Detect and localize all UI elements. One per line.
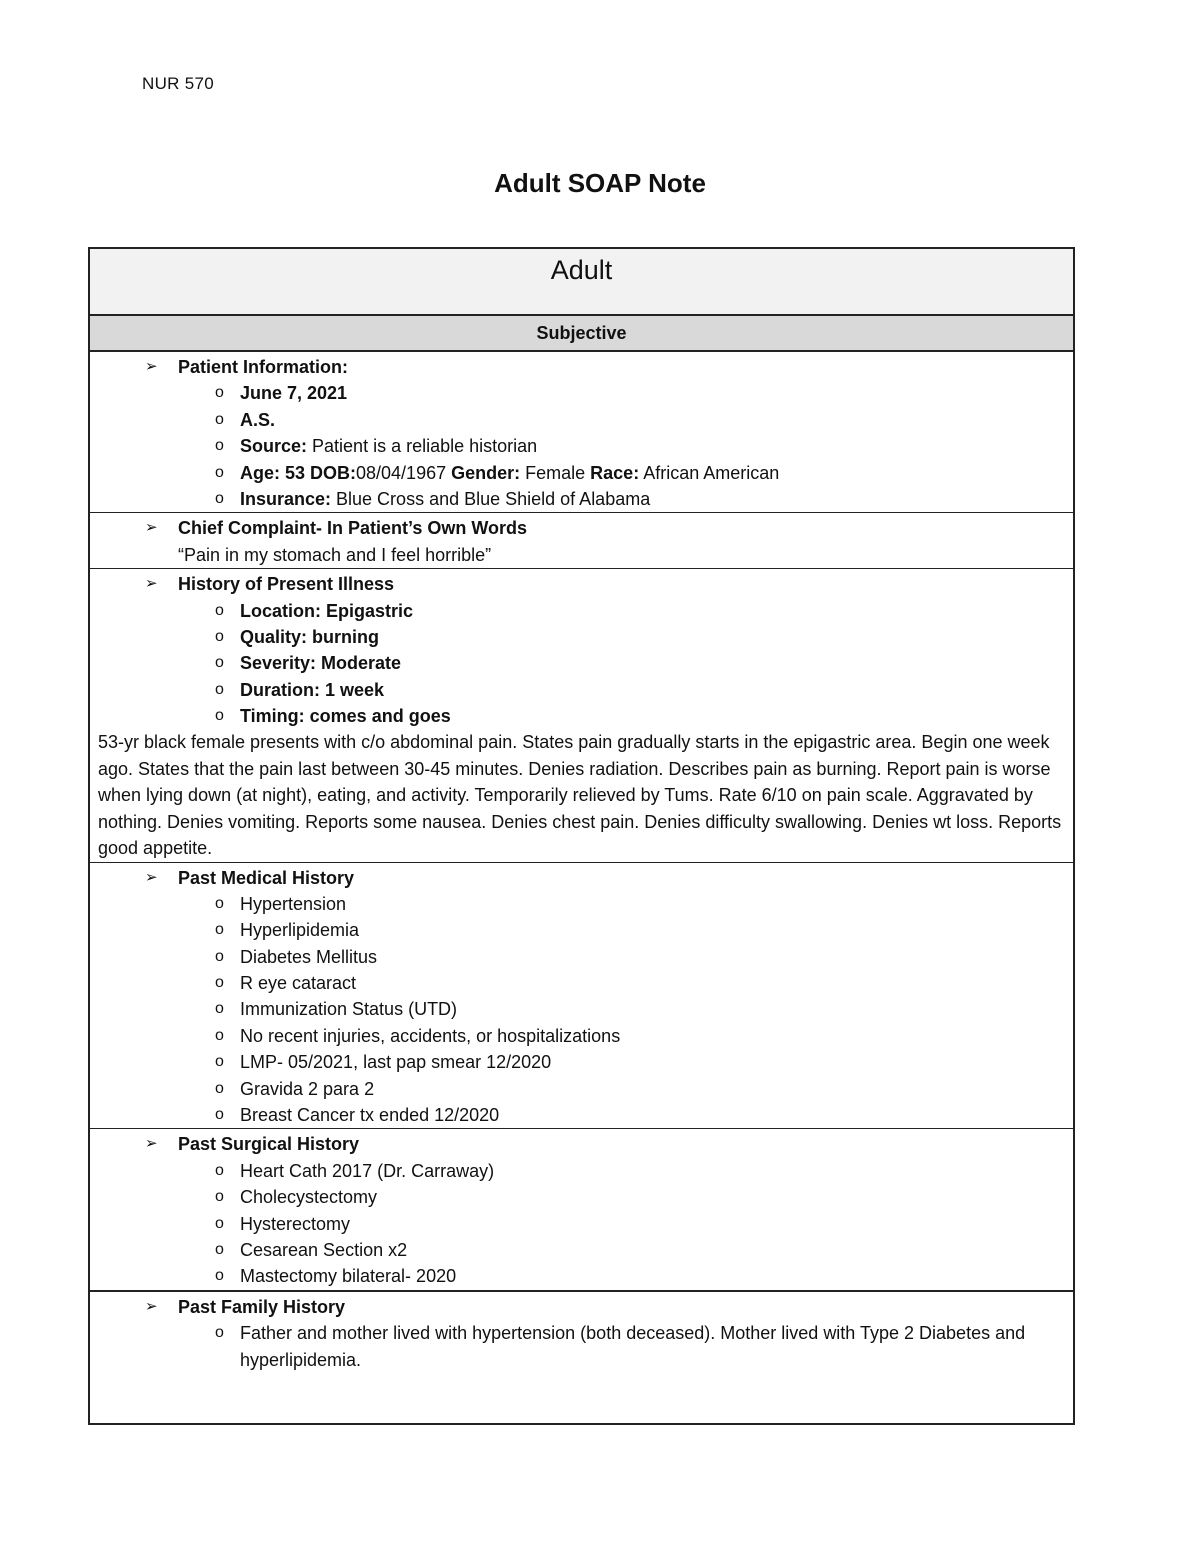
circle-bullet-icon: o [215, 489, 224, 507]
list-item [98, 917, 1065, 943]
circle-bullet-icon: o [215, 654, 224, 672]
circle-bullet-icon: o [215, 1106, 224, 1124]
arrow-bullet-icon: ➢ [145, 358, 158, 375]
circle-bullet-icon: o [215, 384, 224, 402]
circle-bullet-icon: o [215, 1026, 224, 1044]
source-label: Source: [240, 436, 308, 457]
circle-bullet-icon: o [215, 974, 224, 992]
pmh-heading: Past Medical History [178, 867, 355, 888]
insurance-label: Insurance: [240, 488, 332, 509]
circle-bullet-icon: o [215, 1214, 224, 1232]
list-item [98, 891, 1065, 917]
hpi-item: Timing: comes and goes [240, 706, 451, 727]
arrow-bullet-icon: ➢ [145, 1135, 158, 1153]
circle-bullet-icon: o [215, 1240, 224, 1258]
pmh-section [90, 863, 1073, 1130]
patient-information-heading: Patient Information: [178, 357, 348, 377]
list-item [98, 1076, 1065, 1102]
chief-complaint-section [90, 513, 1073, 569]
circle-bullet-icon: o [215, 894, 224, 912]
circle-bullet-icon: o [215, 1188, 224, 1206]
document-title: Adult SOAP Note [494, 168, 706, 198]
circle-bullet-icon: o [215, 437, 224, 455]
gender-value: Female [520, 462, 591, 483]
subjective-label: Subjective [536, 322, 627, 343]
adult-label: Adult [550, 255, 613, 285]
arrow-bullet-icon: ➢ [145, 575, 158, 593]
circle-bullet-icon: o [215, 1079, 224, 1097]
pmh-item: LMP- 05/2021, last pap smear 12/2020 [240, 1052, 552, 1073]
circle-bullet-icon: o [215, 410, 224, 428]
arrow-bullet-icon: ➢ [145, 519, 158, 537]
list-item [98, 486, 1065, 512]
circle-bullet-icon: o [215, 1000, 224, 1018]
pmh-item: Immunization Status (UTD) [240, 999, 458, 1020]
pmh-item: Hypertension [240, 893, 347, 914]
dob-value: 08/04/1967 [356, 462, 452, 483]
arrow-bullet-icon: ➢ [145, 1297, 158, 1315]
list-item [98, 624, 1065, 650]
hpi-item: Quality: burning [240, 626, 379, 647]
arrow-bullet-icon: ➢ [145, 868, 158, 886]
pfh-heading: Past Family History [178, 1296, 346, 1317]
circle-bullet-icon: o [215, 1053, 224, 1071]
pfh-section [90, 1292, 1073, 1423]
circle-bullet-icon: o [215, 1161, 224, 1179]
circle-bullet-icon: o [215, 601, 224, 619]
insurance-value: Blue Cross and Blue Shield of Alabama [331, 488, 651, 509]
list-item [98, 380, 1065, 406]
chief-complaint-quote: “Pain in my stomach and I feel horrible” [178, 544, 492, 565]
pmh-item: Breast Cancer tx ended 12/2020 [240, 1105, 500, 1126]
circle-bullet-icon: o [215, 463, 224, 481]
patient-initials: A.S. [240, 409, 276, 430]
adult-header-row [90, 249, 1073, 316]
psh-item: Cesarean Section x2 [240, 1239, 408, 1260]
pmh-item: Gravida 2 para 2 [240, 1078, 375, 1099]
visit-date: June 7, 2021 [240, 383, 348, 404]
list-item [98, 1237, 1065, 1263]
list-item [98, 1320, 1065, 1373]
hpi-section [90, 569, 1073, 862]
circle-bullet-icon: o [215, 627, 224, 645]
list-item [98, 1158, 1065, 1184]
patient-information-section [90, 352, 1073, 513]
psh-item: Heart Cath 2017 (Dr. Carraway) [240, 1160, 495, 1181]
list-item [98, 1211, 1065, 1237]
list-item [98, 1102, 1065, 1128]
gender-label: Gender: [451, 462, 521, 483]
list-item [98, 1023, 1065, 1049]
soap-table [88, 247, 1075, 1425]
hpi-narrative: 53-yr black female presents with c/o abdominal pain. States pain gradually starts in the epigastric area. Begin one week ago. States that the pain last between 30-45 minutes. Denies radiation. Describes pain as burning. Report pain is worse when lying down (at night), eating, and activity. Temporarily relieved by Tums. Rate 6/10 on pain scale. Aggravated by nothing. Denies vomiting. Reports some nausea. Denies chest pain. Denies difficulty swallowing. Denies wt loss. Reports good appetite. [98, 732, 1062, 859]
list-item [98, 650, 1065, 676]
list-item [98, 433, 1065, 459]
list-item [98, 1263, 1065, 1289]
list-item [98, 598, 1065, 624]
circle-bullet-icon: o [215, 1267, 224, 1285]
pmh-item: Hyperlipidemia [240, 920, 360, 941]
source-value: Patient is a reliable historian [307, 436, 538, 457]
psh-section [90, 1129, 1073, 1291]
hpi-item: Duration: 1 week [240, 679, 385, 700]
circle-bullet-icon: o [215, 680, 224, 698]
list-item [98, 703, 1065, 729]
hpi-item: Location: Epigastric [240, 600, 414, 621]
subjective-header-row [90, 316, 1073, 352]
list-item [98, 407, 1065, 433]
course-code: NUR 570 [142, 74, 215, 93]
circle-bullet-icon: o [215, 1324, 224, 1342]
circle-bullet-icon: o [215, 921, 224, 939]
race-value: African American [639, 462, 780, 483]
list-item [98, 677, 1065, 703]
psh-item: Cholecystectomy [240, 1187, 378, 1208]
list-item [98, 1184, 1065, 1210]
race-label: Race: [590, 462, 640, 483]
psh-heading: Past Surgical History [178, 1134, 360, 1155]
list-item [98, 1049, 1065, 1075]
circle-bullet-icon: o [215, 707, 224, 725]
psh-item: Hysterectomy [240, 1213, 351, 1234]
pmh-item: R eye cataract [240, 973, 357, 994]
psh-item: Mastectomy bilateral- 2020 [240, 1266, 457, 1287]
circle-bullet-icon: o [215, 947, 224, 965]
pfh-item: Father and mother lived with hypertension (both deceased). Mother lived with Type 2 Diabetes and hyperlipidemia. [240, 1323, 1026, 1370]
hpi-heading: History of Present Illness [178, 574, 395, 595]
chief-complaint-heading: Chief Complaint- In Patient’s Own Words [178, 518, 528, 539]
pmh-item: Diabetes Mellitus [240, 946, 378, 967]
list-item [98, 996, 1065, 1022]
age-dob-label: Age: 53 DOB: [240, 462, 357, 483]
list-item [98, 944, 1065, 970]
list-item [98, 970, 1065, 996]
pmh-item: No recent injuries, accidents, or hospitalizations [240, 1025, 621, 1046]
list-item [98, 460, 1065, 486]
hpi-item: Severity: Moderate [240, 653, 402, 674]
